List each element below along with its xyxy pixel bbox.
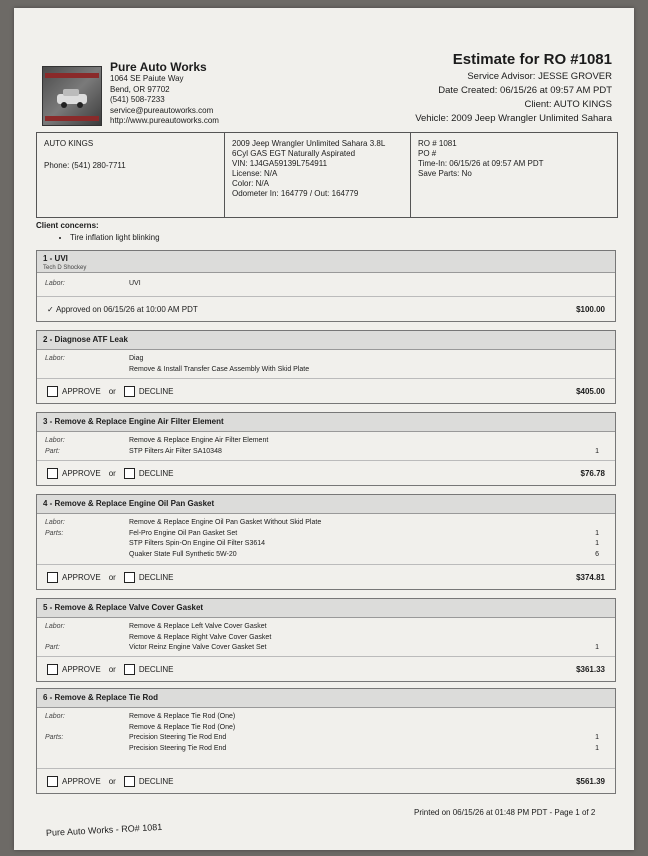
item-price: $374.81 — [576, 572, 605, 582]
approve-checkbox[interactable] — [47, 386, 58, 397]
part-qty: 6 — [595, 550, 599, 558]
item-title: 3 - Remove & Replace Engine Air Filter Element — [37, 413, 615, 432]
labor-line: Remove & Replace Engine Oil Pan Gasket Without Skid Plate — [129, 519, 322, 526]
or-label: or — [108, 386, 116, 396]
info-table — [36, 132, 618, 218]
part-row — [45, 733, 607, 744]
shop-website[interactable]: http://www.pureautoworks.com — [110, 116, 219, 125]
part-row — [45, 744, 607, 755]
po-number: PO # — [418, 149, 437, 158]
approve-label: APPROVE — [62, 776, 101, 786]
part-qty: 1 — [595, 744, 599, 752]
or-label: or — [108, 776, 116, 786]
part-qty: 1 — [595, 529, 599, 537]
concerns-label: Client concerns: — [36, 221, 99, 230]
shop-email[interactable]: service@pureautoworks.com — [110, 105, 214, 115]
estimate-page — [14, 8, 634, 850]
part-qty: 1 — [595, 540, 599, 547]
item-footer — [37, 460, 615, 485]
item-tech: Tech D Shockey — [43, 265, 87, 271]
concern-item: • Tire inflation light blinking — [70, 232, 160, 244]
item-body — [37, 514, 615, 562]
checkmark-icon: ✓ — [47, 304, 56, 314]
shop-address-line2: Bend, OR 97702 — [110, 84, 170, 94]
parts-label: Part: — [45, 644, 60, 651]
item-footer — [37, 564, 615, 589]
logo-band-bottom — [45, 116, 99, 121]
customer-phone: Phone: (541) 280-7711 — [44, 161, 126, 170]
decline-label: DECLINE — [138, 776, 174, 786]
item-title — [37, 251, 615, 273]
part-qty: 1 — [595, 644, 599, 651]
labor-line: Remove & Replace Tie Rod (One) — [129, 723, 236, 731]
footer-ro: Pure Auto Works - RO# 1081 — [45, 821, 163, 838]
item-price: $100.00 — [576, 304, 605, 314]
labor-label: Labor: — [45, 713, 65, 720]
labor-line: Remove & Install Transfer Case Assembly With Skid Plate — [129, 365, 310, 373]
labor-label: Labor: — [45, 280, 65, 287]
service-item-6 — [36, 688, 616, 794]
labor-label: Labor: — [45, 437, 65, 444]
parts-label: Parts: — [45, 529, 64, 537]
date-created: Date Created: 06/15/26 at 09:57 AM PDT — [438, 85, 612, 96]
item-footer — [37, 768, 615, 793]
part-row — [45, 539, 607, 550]
part-row — [45, 447, 607, 458]
part-qty: 1 — [595, 734, 599, 741]
part-name: Quaker State Full Synthetic 5W-20 — [129, 550, 237, 558]
item-body — [37, 273, 615, 292]
labor-row — [45, 633, 607, 644]
labor-line: Diag — [129, 355, 144, 362]
part-name: Precision Steering Tie Rod End — [129, 744, 227, 752]
labor-row — [45, 365, 607, 376]
approve-label: APPROVE — [62, 572, 101, 582]
decline-checkbox[interactable] — [124, 664, 135, 675]
item-title: 6 - Remove & Replace Tie Rod — [37, 689, 615, 708]
item-footer — [37, 656, 615, 681]
service-item-2 — [36, 330, 616, 404]
document-header — [42, 51, 622, 128]
estimate-title: Estimate for RO #1081 — [452, 51, 612, 68]
shop-phone: (541) 508-7233 — [110, 95, 165, 104]
labor-line: Remove & Replace Left Valve Cover Gasket — [129, 623, 267, 630]
decline-checkbox[interactable] — [124, 468, 135, 479]
item-title: 5 - Remove & Replace Valve Cover Gasket — [37, 599, 615, 618]
labor-row — [45, 436, 607, 447]
labor-row — [45, 622, 607, 633]
item-footer — [37, 296, 615, 321]
part-name: STP Filters Spin-On Engine Oil Filter S3614 — [129, 540, 266, 547]
part-row — [45, 550, 607, 561]
item-price: $561.39 — [576, 776, 605, 786]
decline-label: DECLINE — [138, 572, 174, 582]
labor-row — [45, 518, 607, 529]
decline-checkbox[interactable] — [124, 572, 135, 583]
time-in: Time-In: 06/15/26 at 09:57 AM PDT — [418, 159, 544, 168]
decline-checkbox[interactable] — [124, 776, 135, 787]
labor-row — [45, 279, 607, 290]
part-name: Precision Steering Tie Rod End — [129, 734, 227, 741]
part-row — [45, 529, 607, 540]
service-item-1 — [36, 250, 616, 322]
client-concerns — [36, 220, 160, 244]
vehicle-line2: 6Cyl GAS EGT Naturally Aspirated — [232, 149, 356, 158]
vehicle-license: License: N/A — [232, 169, 278, 178]
customer-name: AUTO KINGS — [44, 139, 94, 148]
vehicle-vin: VIN: 1J4GA59139L754911 — [232, 159, 328, 168]
parts-label: Parts: — [45, 734, 64, 741]
approve-checkbox[interactable] — [47, 776, 58, 787]
client-name: Client: AUTO KINGS — [524, 99, 612, 110]
labor-row — [45, 723, 607, 734]
item-price: $76.78 — [580, 468, 605, 478]
part-name: Fel-Pro Engine Oil Pan Gasket Set — [129, 529, 238, 537]
item-price: $405.00 — [576, 386, 605, 396]
decline-checkbox[interactable] — [124, 386, 135, 397]
part-qty: 1 — [595, 447, 599, 455]
approve-checkbox[interactable] — [47, 664, 58, 675]
labor-row — [45, 712, 607, 723]
part-name: Victor Reinz Engine Valve Cover Gasket Set — [129, 644, 267, 651]
vehicle-line1: 2009 Jeep Wrangler Unlimited Sahara 3.8L — [232, 139, 386, 148]
service-advisor: Service Advisor: JESSE GROVER — [467, 71, 612, 82]
item-price: $361.33 — [576, 664, 605, 674]
vehicle-odometer: Odometer In: 164779 / Out: 164779 — [232, 189, 359, 198]
vehicle-summary: Vehicle: 2009 Jeep Wrangler Unlimited Sahara — [415, 113, 612, 124]
approve-label: APPROVE — [62, 468, 101, 478]
shop-logo — [42, 66, 102, 126]
labor-label: Labor: — [45, 519, 65, 526]
printed-on: Printed on 06/15/26 at 01:48 PM PDT - Page 1 of 2 — [414, 808, 596, 817]
item-title: 4 - Remove & Replace Engine Oil Pan Gasket — [37, 495, 615, 514]
item-body — [37, 432, 615, 459]
item-title: 2 - Diagnose ATF Leak — [37, 331, 615, 350]
save-parts: Save Parts: No — [418, 169, 472, 178]
approve-checkbox[interactable] — [47, 468, 58, 479]
shop-info — [110, 60, 219, 127]
approved-status: Approved on 06/15/26 at 10:00 AM PDT — [55, 304, 198, 314]
decline-label: DECLINE — [138, 664, 174, 674]
parts-label: Part: — [45, 447, 60, 455]
labor-line: Remove & Replace Right Valve Cover Gasket — [129, 633, 272, 641]
part-name: STP Filters Air Filter SA10348 — [129, 447, 222, 455]
service-item-5 — [36, 598, 616, 682]
decline-label: DECLINE — [138, 386, 174, 396]
item-body — [37, 708, 615, 756]
logo-band-top — [45, 73, 99, 78]
labor-line: UVI — [129, 280, 141, 287]
approve-label: APPROVE — [62, 386, 101, 396]
ro-number: RO # 1081 — [418, 139, 457, 148]
item-body — [37, 350, 615, 377]
labor-row — [45, 354, 607, 365]
or-label: or — [108, 468, 116, 478]
labor-label: Labor: — [45, 623, 65, 630]
item-body — [37, 618, 615, 656]
vehicle-column — [225, 133, 411, 217]
vehicle-color: Color: N/A — [232, 179, 269, 188]
or-label: or — [108, 572, 116, 582]
part-row — [45, 643, 607, 654]
item-footer — [37, 378, 615, 403]
shop-name: Pure Auto Works — [110, 60, 207, 74]
wrench-car-icon — [55, 84, 89, 110]
concerns-list — [36, 232, 160, 244]
labor-label: Labor: — [45, 355, 65, 362]
approve-label: APPROVE — [62, 664, 101, 674]
service-item-4 — [36, 494, 616, 590]
shop-address-line1: 1064 SE Paiute Way — [110, 74, 184, 83]
ro-column — [411, 133, 617, 217]
service-item-3 — [36, 412, 616, 486]
labor-line: Remove & Replace Engine Air Filter Element — [129, 437, 269, 444]
customer-column — [37, 133, 225, 217]
approve-checkbox[interactable] — [47, 572, 58, 583]
or-label: or — [108, 664, 116, 674]
decline-label: DECLINE — [138, 468, 174, 478]
item-title-text: 1 - UVI — [43, 254, 68, 263]
estimate-summary — [415, 50, 612, 126]
labor-line: Remove & Replace Tie Rod (One) — [129, 713, 236, 720]
